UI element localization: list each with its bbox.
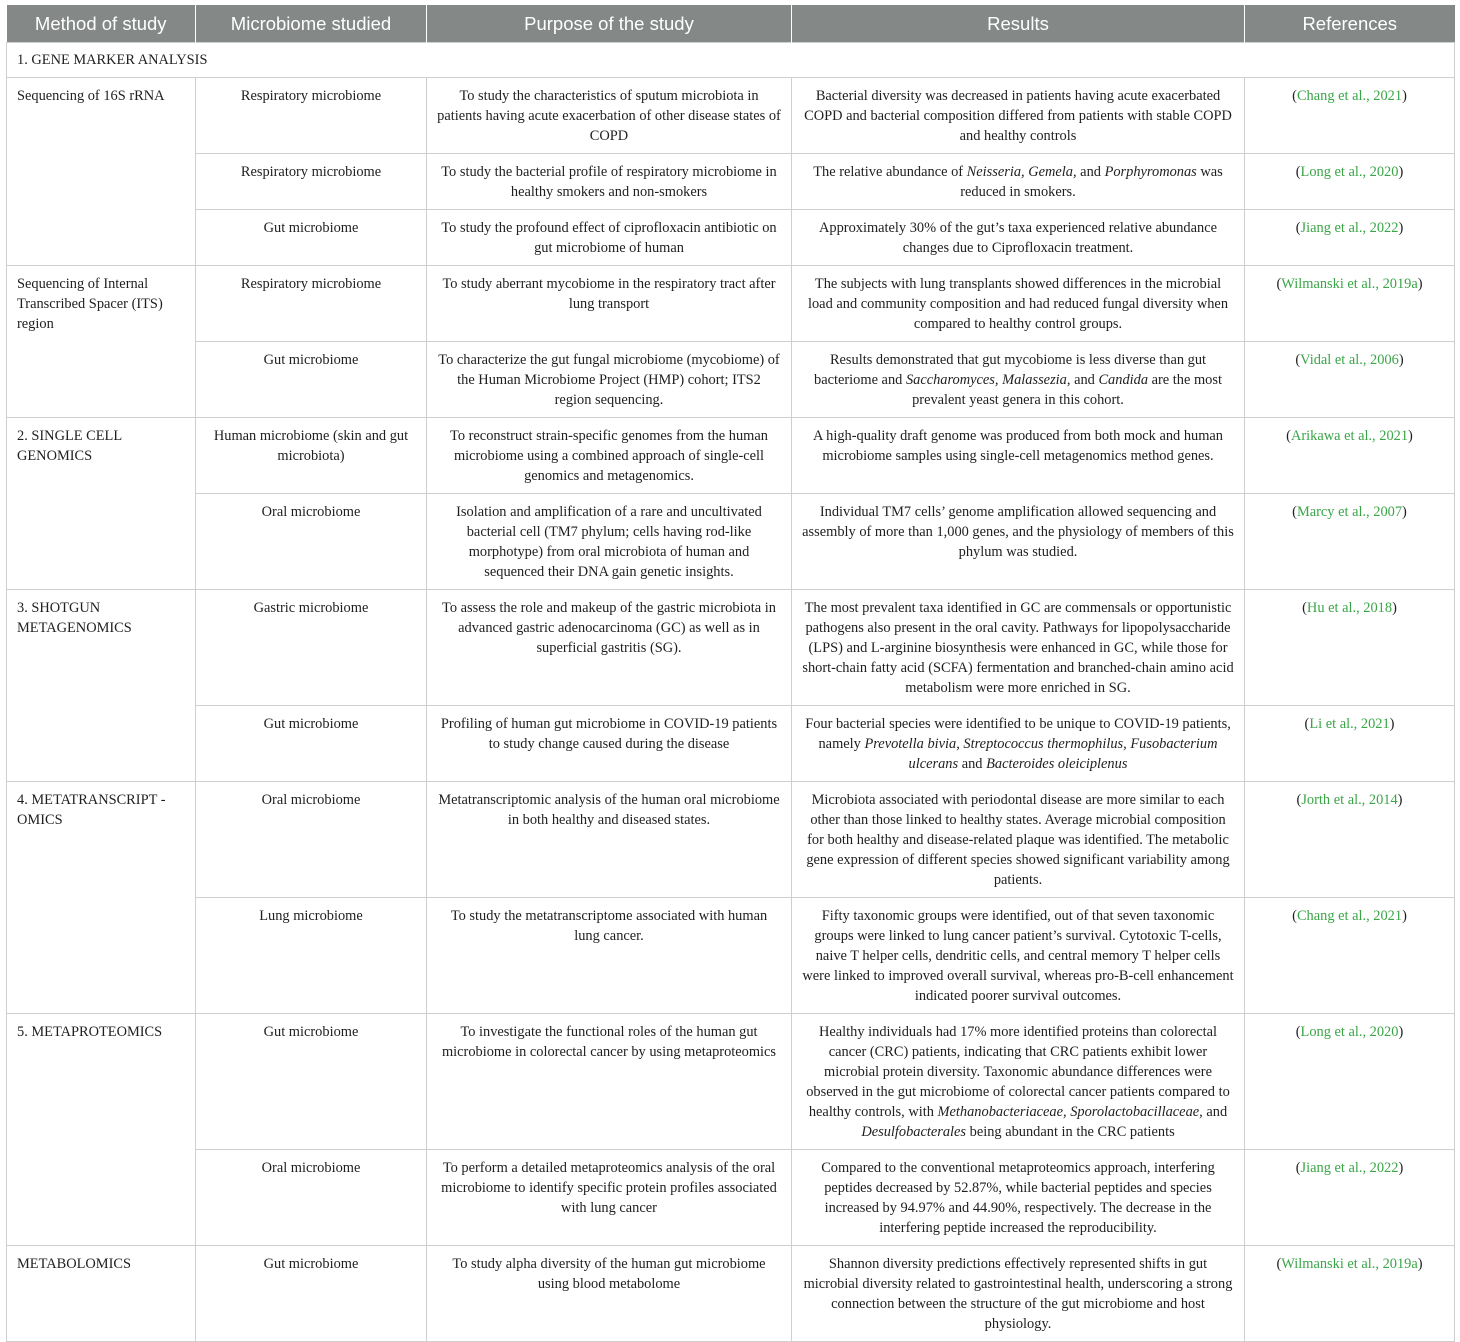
reference-open-paren: ( [1296,792,1302,808]
results-italic-text: Prevotella bivia, Streptococcus thermophilus, Fusobacterium ulcerans [864,736,1218,772]
results-text: are the most prevalent yeast genera in this cohort. [912,372,1222,408]
table-row [7,154,1455,210]
table-row [7,782,1455,898]
header-method: Method of study [7,5,196,43]
cell-results [792,782,1245,898]
reference-open-paren: ( [1292,504,1297,520]
cell-reference [1245,590,1455,706]
cell-purpose: To study alpha diversity of the human gut microbiome using blood metabolome [427,1246,792,1342]
results-text: Individual TM7 cells’ genome amplification allowed sequencing and assembly of more than 1,000 genes, and the physiology of members of this phylum was studied. [802,504,1234,560]
reference-close-paren: ) [1408,428,1413,444]
cell-microbiome: Oral microbiome [196,782,427,898]
reference-open-paren: ( [1286,428,1291,444]
section-row [7,43,1455,78]
cell-purpose: To investigate the functional roles of the human gut microbiome in colorectal cancer by using metaproteomics [427,1014,792,1150]
table-row [7,78,1455,154]
cell-microbiome: Oral microbiome [196,1150,427,1246]
reference-link[interactable]: Vidal et al., 2006 [1300,352,1399,368]
reference-close-paren: ) [1417,1256,1423,1272]
reference-open-paren: ( [1295,1160,1301,1176]
results-text: Results demonstrated that gut mycobiome is less diverse than gut bacteriome and [814,352,1207,388]
cell-method: Sequencing of Internal Transcribed Spacer (ITS) region [7,266,196,418]
results-text: The relative abundance of [813,164,967,180]
results-text: and [958,756,987,772]
results-text: Shannon diversity predictions effectively represented shifts in gut microbial diversity related to gastrointestinal health, underscoring a strong connection between the structure of the gut microbiome and host physiology. [803,1256,1233,1332]
reference-link[interactable]: Wilmanski et al., 2019a [1281,276,1418,292]
cell-microbiome: Gut microbiome [196,342,427,418]
results-text: being abundant in the CRC patients [966,1124,1175,1140]
table-row [7,1014,1455,1150]
results-italic-text: Neisseria, Gemela, [966,164,1077,180]
cell-purpose: Profiling of human gut microbiome in COVID-19 patients to study change caused during the disease [427,706,792,782]
results-italic-text: Bacteroides oleiciplenus [986,756,1128,772]
cell-reference [1245,78,1455,154]
table-row [7,590,1455,706]
results-text: and [1070,372,1099,388]
cell-reference [1245,706,1455,782]
table-row [7,1150,1455,1246]
table-row [7,266,1455,342]
cell-reference [1245,342,1455,418]
reference-link[interactable]: Arikawa et al., 2021 [1290,428,1409,444]
cell-method: 4. METATRANSCRIPT -OMICS [7,782,196,1014]
table-row [7,706,1455,782]
cell-microbiome: Lung microbiome [196,898,427,1014]
cell-purpose: To reconstruct strain-specific genomes from the human microbiome using a combined approach of single-cell genomics and metagenomics. [427,418,792,494]
cell-reference [1245,898,1455,1014]
reference-link[interactable]: Chang et al., 2021 [1296,908,1403,924]
results-text: Fifty taxonomic groups were identified, out of that seven taxonomic groups were linked to lung cancer patient’s survival. Cytotoxic T-cells, naive T helper cells, dendritic cells, and central memory T helper cells were linked to improved overall survival, whereas pro-B-cell enhancement indicated poorer survival outcomes. [802,908,1234,1004]
cell-reference [1245,418,1455,494]
results-text: Healthy individuals had 17% more identified proteins than colorectal cancer (CRC) patients, indicating that CRC patients exhibit lower microbial protein diversity. Taxonomic abundance differences were observed in the gut microbiome of colorectal cancer patients compared to healthy controls, with [806,1024,1230,1120]
cell-purpose: To study the profound effect of ciprofloxacin antibiotic on gut microbiome of human [427,210,792,266]
cell-purpose: To study the bacterial profile of respiratory microbiome in healthy smokers and non-smokers [427,154,792,210]
results-text: Approximately 30% of the gut’s taxa experienced relative abundance changes due to Ciprofloxacin treatment. [819,220,1217,256]
results-italic-text: Candida [1098,372,1149,388]
reference-close-paren: ) [1417,276,1423,292]
reference-link[interactable]: Li et al., 2021 [1309,716,1390,732]
table-row [7,898,1455,1014]
table-row [7,1246,1455,1342]
reference-open-paren: ( [1295,220,1301,236]
reference-open-paren: ( [1292,88,1297,104]
table-body [7,43,1455,1342]
reference-open-paren: ( [1295,1024,1301,1040]
results-text: was reduced in smokers. [960,164,1223,200]
table-row [7,418,1455,494]
reference-close-paren: ) [1398,220,1404,236]
cell-purpose: To study the metatranscriptome associated with human lung cancer. [427,898,792,1014]
reference-close-paren: ) [1389,716,1395,732]
cell-results [792,154,1245,210]
reference-close-paren: ) [1392,600,1397,616]
reference-close-paren: ) [1402,88,1407,104]
results-italic-text: Saccharomyces, Malassezia, [905,372,1071,388]
results-text: Bacterial diversity was decreased in patients having acute exacerbated COPD and bacterial composition differed from patients with stable COPD and healthy controls [804,88,1232,144]
cell-microbiome: Gut microbiome [196,706,427,782]
results-italic-text: Desulfobacterales [861,1124,967,1140]
reference-open-paren: ( [1302,600,1307,616]
cell-reference [1245,266,1455,342]
header-results: Results [792,5,1245,43]
cell-results [792,590,1245,706]
cell-results [792,1014,1245,1150]
reference-open-paren: ( [1276,276,1282,292]
cell-reference [1245,210,1455,266]
header-row [7,5,1455,43]
results-italic-text: Porphyromonas [1104,164,1197,180]
cell-reference [1245,494,1455,590]
cell-results [792,418,1245,494]
results-text: The subjects with lung transplants showed differences in the microbial load and community composition and had reduced fungal diversity when compared to healthy control groups. [807,276,1229,332]
cell-microbiome: Gut microbiome [196,1014,427,1150]
cell-microbiome: Human microbiome (skin and gut microbiota) [196,418,427,494]
reference-link[interactable]: Long et al., 2020 [1300,164,1399,180]
results-text: The most prevalent taxa identified in GC are commensals or opportunistic pathogens also present in the oral cavity. Pathways for lipopolysaccharide (LPS) and L-arginine biosynthesis were enhanced in GC, while those for short-chain fatty acid (SCFA) fermentation and branched-chain amino acid metabolism were more enriched in SG. [802,600,1234,696]
results-text: and [1076,164,1105,180]
reference-open-paren: ( [1304,716,1310,732]
header-microbiome: Microbiome studied [196,5,427,43]
reference-close-paren: ) [1398,164,1404,180]
results-text: A high-quality draft genome was produced from both mock and human microbiome samples using single-cell metagenomics method genes. [812,428,1224,464]
reference-close-paren: ) [1402,504,1407,520]
cell-method: 2. SINGLE CELL GENOMICS [7,418,196,590]
reference-link[interactable]: Long et al., 2020 [1300,1024,1399,1040]
cell-microbiome: Gut microbiome [196,210,427,266]
cell-method: Sequencing of 16S rRNA [7,78,196,266]
reference-close-paren: ) [1402,908,1407,924]
table-row [7,494,1455,590]
reference-open-paren: ( [1295,164,1301,180]
reference-close-paren: ) [1398,1024,1404,1040]
table-row [7,342,1455,418]
results-italic-text: Methanobacteriaceae, Sporolactobacillaceae, [937,1104,1203,1120]
cell-results [792,898,1245,1014]
cell-method: 3. SHOTGUN METAGENOMICS [7,590,196,782]
cell-purpose: To characterize the gut fungal microbiome (mycobiome) of the Human Microbiome Project (HMP) cohort; ITS2 region sequencing. [427,342,792,418]
cell-results [792,706,1245,782]
cell-reference [1245,1014,1455,1150]
reference-open-paren: ( [1276,1256,1282,1272]
cell-method: 5. METAPROTEOMICS [7,1014,196,1246]
cell-microbiome: Gut microbiome [196,1246,427,1342]
cell-results [792,1150,1245,1246]
reference-link[interactable]: Wilmanski et al., 2019a [1281,1256,1418,1272]
cell-method: METABOLOMICS [7,1246,196,1342]
cell-reference [1245,154,1455,210]
cell-purpose: To assess the role and makeup of the gastric microbiota in advanced gastric adenocarcinoma (GC) as well as in superficial gastritis (SG). [427,590,792,706]
results-text: Compared to the conventional metaproteomics approach, interfering peptides decreased by 52.87%, while bacterial peptides and species increased by 94.97% and 44.90%, respectively. The decrease in the interfering peptide increased the reproducibility. [821,1160,1215,1236]
cell-purpose: Metatranscriptomic analysis of the human oral microbiome in both healthy and diseased states. [427,782,792,898]
reference-link[interactable]: Jiang et al., 2022 [1300,1160,1399,1176]
cell-purpose: To study aberrant mycobiome in the respiratory tract after lung transport [427,266,792,342]
cell-microbiome: Respiratory microbiome [196,154,427,210]
reference-close-paren: ) [1398,1160,1404,1176]
reference-link[interactable]: Hu et al., 2018 [1306,600,1393,616]
results-text: Microbiota associated with periodontal disease are more similar to each other than those linked to healthy states. Average microbial composition for both healthy and disease-related plaque was identified. The metabolic gene expression of different species showed significant variability among patients. [806,792,1230,888]
reference-link[interactable]: Marcy et al., 2007 [1296,504,1403,520]
cell-reference [1245,1246,1455,1342]
reference-link[interactable]: Jiang et al., 2022 [1300,220,1399,236]
cell-microbiome: Respiratory microbiome [196,78,427,154]
header-references: References [1245,5,1455,43]
cell-results [792,494,1245,590]
results-text: and [1202,1104,1228,1120]
cell-results [792,342,1245,418]
section-gene-marker: 1. GENE MARKER ANALYSIS [7,43,1455,78]
cell-purpose: To study the characteristics of sputum microbiota in patients having acute exacerbation of other disease states of COPD [427,78,792,154]
cell-microbiome: Respiratory microbiome [196,266,427,342]
cell-reference [1245,1150,1455,1246]
reference-open-paren: ( [1292,908,1297,924]
cell-microbiome: Oral microbiome [196,494,427,590]
reference-close-paren: ) [1397,792,1403,808]
cell-results [792,266,1245,342]
cell-results [792,78,1245,154]
table-row [7,210,1455,266]
cell-reference [1245,782,1455,898]
reference-link[interactable]: Jorth et al., 2014 [1301,792,1398,808]
cell-purpose: Isolation and amplification of a rare and uncultivated bacterial cell (TM7 phylum; cells having rod-like morphotype) from oral microbiota of human and sequenced their DNA gain genetic insights. [427,494,792,590]
results-text: Four bacterial species were identified to be unique to COVID-19 patients, namely [805,716,1231,752]
cell-results [792,1246,1245,1342]
reference-open-paren: ( [1295,352,1301,368]
microbiome-methods-table [6,5,1455,1342]
reference-link[interactable]: Chang et al., 2021 [1296,88,1403,104]
reference-close-paren: ) [1398,352,1404,368]
cell-results [792,210,1245,266]
header-purpose: Purpose of the study [427,5,792,43]
cell-microbiome: Gastric microbiome [196,590,427,706]
cell-purpose: To perform a detailed metaproteomics analysis of the oral microbiome to identify specific protein profiles associated with lung cancer [427,1150,792,1246]
